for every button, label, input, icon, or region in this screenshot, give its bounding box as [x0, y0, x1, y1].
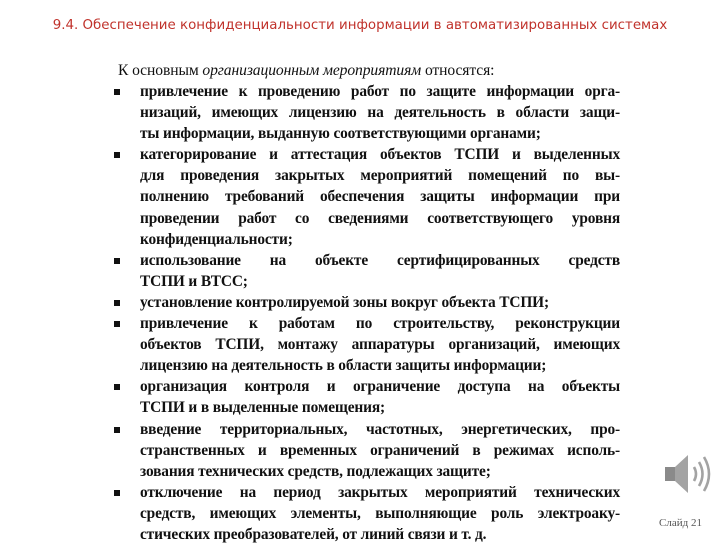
list-item-line: ТСПИ и ВТСС; — [140, 272, 248, 290]
bullet-marker — [114, 258, 120, 264]
list-item-line: организация контроля и ограничение доступа на объекты — [140, 378, 620, 396]
intro-emphasis: организационным мероприятиям — [202, 62, 422, 79]
list-item-line: конфиденциальности; — [140, 230, 293, 248]
bullet-marker — [114, 490, 120, 496]
list-item-line: проведении работ со сведениями соответствующего уровня — [140, 209, 620, 227]
list-item — [110, 419, 620, 482]
list-item-line: странственных и временных ограничений в режимах исполь- — [140, 441, 620, 459]
list-item — [110, 144, 620, 249]
list-item-line: ТСПИ и в выделенные помещения; — [140, 399, 385, 417]
slide-number: Слайд 21 — [659, 517, 702, 529]
list-item-line: лицензию на деятельность в области защиты информации; — [140, 357, 547, 375]
bullet-marker — [114, 152, 120, 158]
slide-title: 9.4. Обеспечение конфиденциальности информации в автоматизированных системах — [52, 18, 668, 33]
bullet-marker — [114, 384, 120, 390]
bullet-marker — [114, 321, 120, 327]
list-item — [110, 81, 620, 144]
intro-line — [118, 60, 620, 81]
scanned-document — [110, 60, 620, 545]
list-item-line: ты информации, выданную соответствующими органами; — [140, 125, 541, 143]
list-item-line: низаций, имеющих лицензию на деятельность в области защи- — [140, 104, 620, 122]
intro-tail: относятся: — [421, 62, 495, 79]
list-item — [110, 313, 620, 376]
list-item-line: стических преобразователей, от линий связи и т. д. — [140, 525, 487, 543]
list-item-line: установление контролируемой зоны вокруг объекта ТСПИ; — [140, 293, 549, 311]
list-item-line: полнению требований обеспечения защиты информации при — [140, 188, 620, 206]
list-item — [110, 292, 620, 313]
list-item-line: использование на объекте сертифицированных средств — [140, 251, 620, 269]
list-item-line: введение территориальных, частотных, энергетических, про- — [140, 420, 620, 438]
bullet-list — [110, 81, 620, 545]
list-item — [110, 250, 620, 292]
list-item-line: для проведения закрытых мероприятий помещений по вы- — [140, 167, 620, 185]
speaker-icon[interactable] — [661, 450, 717, 498]
list-item-line: объектов ТСПИ, монтажу аппаратуры организаций, имеющих — [140, 336, 620, 354]
list-item-line: категорирование и аттестация объектов ТСПИ и выделенных — [140, 146, 620, 164]
bullet-marker — [114, 89, 120, 95]
intro-lead: К основным — [118, 62, 203, 79]
list-item-line: привлечение к работам по строительству, реконструкции — [140, 315, 620, 333]
list-item — [110, 376, 620, 418]
list-item-line: зования технических средств, подлежащих защите; — [140, 462, 491, 480]
bullet-marker — [114, 427, 120, 433]
list-item — [110, 482, 620, 545]
bullet-marker — [114, 300, 120, 306]
list-item-line: средств, имеющих элементы, выполняющие роль электроаку- — [140, 504, 620, 522]
list-item-line: привлечение к проведению работ по защите информации орга- — [140, 83, 620, 100]
list-item-line: отключение на период закрытых мероприятий технических — [140, 483, 620, 501]
